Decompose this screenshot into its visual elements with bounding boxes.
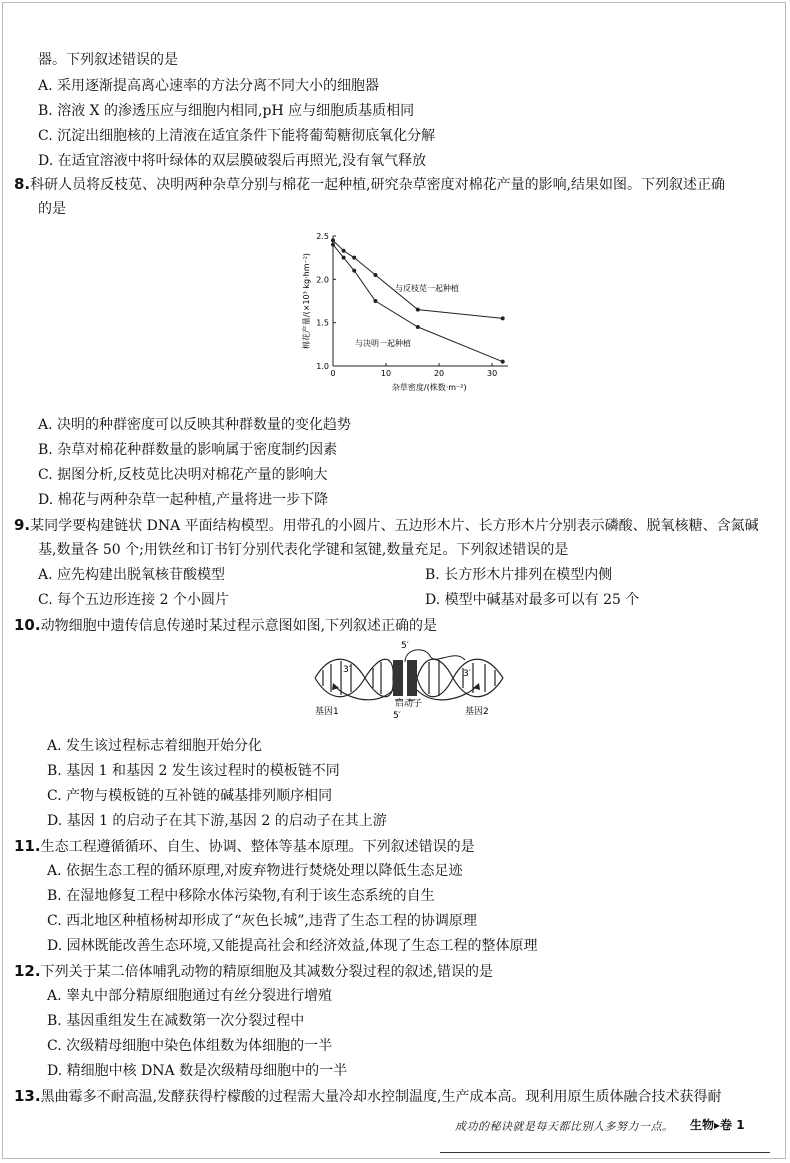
series-label-1: 与决明一起种植 — [355, 339, 411, 348]
y-tick-label-0: 1.0 — [316, 362, 329, 371]
question-10-text: 动物细胞中遗传信息传递时某过程示意图如图,下列叙述正确的是 — [40, 618, 438, 634]
footer-subject: 生物 — [690, 1118, 715, 1132]
q10-option-d: D. 基因 1 的启动子在其下游,基因 2 的启动子在其上游 — [47, 813, 387, 829]
q9-option-a: A. 应先构建出脱氧核苷酸模型 — [38, 567, 226, 583]
question-10-number: 10. — [14, 616, 41, 634]
y-tick-label-2: 2.0 — [316, 275, 329, 285]
question-13-text: 黑曲霉多不耐高温,发酵获得柠檬酸的过程需大量冷却水控制温度,生产成本高。现利用原生质体融合技术获得耐 — [40, 1089, 722, 1105]
question-12-stem — [14, 961, 493, 982]
question-11-text: 生态工程遵循循环、自生、协调、整体等基本原理。下列叙述错误的是 — [40, 839, 475, 855]
footer-volume: 卷 1 — [720, 1118, 745, 1132]
q11-option-d: D. 园林既能改善生态环境,又能提高社会和经济效益,体现了生态工程的整体原理 — [47, 938, 538, 954]
series-0-point-2 — [352, 256, 356, 260]
series-1-point-3 — [373, 299, 377, 303]
label-3-right: 3′ — [463, 669, 471, 679]
y-tick-label-1: 1.5 — [316, 318, 329, 328]
y-tick-label-3: 2.5 — [316, 232, 329, 241]
question-9-number: 9. — [14, 516, 31, 534]
q9-option-b: B. 长方形木片排列在模型内侧 — [425, 567, 613, 583]
promoter-block-right — [407, 660, 417, 696]
q11-option-c: C. 西北地区种植杨树却形成了“灰色长城”,违背了生态工程的协调原理 — [47, 913, 477, 929]
question-12-text: 下列关于某二倍体哺乳动物的精原细胞及其减数分裂过程的叙述,错误的是 — [40, 964, 494, 980]
label-5-top: 5′ — [401, 641, 409, 651]
question-9-stem — [14, 515, 759, 536]
gene-1-helix — [315, 659, 393, 697]
series-1-point-4 — [416, 325, 420, 329]
y-axis-label: 棉花产量/(×10³ kg·hm⁻²) — [302, 252, 311, 350]
series-line-0 — [333, 240, 503, 318]
question-11-stem — [14, 836, 475, 857]
q8-option-b: B. 杂草对棉花种群数量的影响属于密度制约因素 — [38, 442, 338, 458]
q7-line-4: D. 在适宜溶液中将叶绿体的双层膜破裂后再照光,没有氧气释放 — [38, 153, 427, 169]
q12-option-a: A. 睾丸中部分精原细胞通过有丝分裂进行增殖 — [47, 988, 333, 1004]
series-1-point-1 — [342, 256, 346, 260]
x-axis-label: 杂草密度/(株数·m⁻²) — [391, 383, 467, 392]
q10-option-c: C. 产物与模板链的互补链的碱基排列顺序相同 — [47, 788, 333, 804]
x-tick-label-2: 20 — [433, 369, 445, 378]
q7-line-2: B. 溶液 X 的渗透压应与细胞内相同,pH 应与细胞质基质相同 — [38, 103, 415, 119]
question-10-stem — [14, 615, 437, 636]
series-0-point-4 — [416, 308, 420, 312]
question-9-text-1: 某同学要构建链状 DNA 平面结构模型。用带孔的小圆片、五边形木片、长方形木片分别表示磷酸、脱氧核糖、含氮碱 — [30, 518, 759, 534]
transcription-diagram — [305, 638, 515, 720]
x-tick-label-1: 10 — [380, 369, 392, 378]
gene-2-helix — [417, 659, 503, 697]
footer-arrow-icon: ▸ — [714, 1118, 721, 1132]
footer-subject-volume — [690, 1116, 745, 1133]
question-8-number: 8. — [14, 175, 31, 193]
q12-option-c: C. 次级精母细胞中染色体组数为体细胞的一半 — [47, 1038, 333, 1054]
q10-option-a: A. 发生该过程标志着细胞开始分化 — [47, 738, 263, 754]
x-tick-label-0: 0 — [330, 369, 336, 378]
q10-option-b: B. 基因 1 和基因 2 发生该过程时的模板链不同 — [47, 763, 340, 779]
q11-option-a: A. 依据生态工程的循环原理,对废弃物进行焚烧处理以降低生态足迹 — [47, 863, 463, 879]
series-1-point-2 — [352, 269, 356, 273]
q8-option-a: A. 决明的种群密度可以反映其种群数量的变化趋势 — [38, 417, 352, 433]
q12-option-d: D. 精细胞中核 DNA 数是次级精母细胞中的一半 — [47, 1063, 348, 1079]
q9-option-d: D. 模型中碱基对最多可以有 25 个 — [425, 592, 640, 608]
question-13-stem — [14, 1086, 721, 1107]
rna-arrow-left — [335, 686, 393, 700]
series-label-0: 与反枝苋一起种植 — [395, 284, 459, 293]
q7-line-0: 器。下列叙述错误的是 — [38, 52, 178, 68]
label-gene-2: 基因2 — [465, 707, 489, 717]
series-1-point-0 — [331, 243, 335, 247]
series-0-point-0 — [331, 238, 335, 242]
series-0-point-5 — [501, 316, 505, 320]
label-promoter: 启动子 — [395, 699, 423, 709]
question-13-number: 13. — [14, 1087, 41, 1105]
cotton-yield-chart — [295, 226, 525, 406]
question-9-text-2: 基,数量各 50 个;用铁丝和订书钉分别代表化学键和氢键,数量充足。下列叙述错误的是 — [38, 542, 569, 558]
series-0-point-3 — [373, 273, 377, 277]
q8-option-d: D. 棉花与两种杂草一起种植,产量将进一步下降 — [38, 492, 329, 508]
question-8-stem — [14, 174, 725, 195]
footer-motto: 成功的秘诀就是每天都比别人多努力一点。 — [455, 1120, 674, 1133]
label-3-left: 3′ — [343, 665, 351, 675]
question-12-number: 12. — [14, 962, 41, 980]
q8-option-c: C. 据图分析,反枝苋比决明对棉花产量的影响大 — [38, 467, 328, 483]
question-8-text-2: 的是 — [38, 201, 66, 217]
series-0-point-1 — [342, 249, 346, 253]
label-5-bottom: 5′ — [393, 711, 401, 720]
q7-line-1: A. 采用逐渐提高离心速率的方法分离不同大小的细胞器 — [38, 78, 380, 94]
x-tick-label-3: 30 — [486, 369, 498, 378]
series-1-point-5 — [501, 360, 505, 364]
q11-option-b: B. 在湿地修复工程中移除水体污染物,有利于该生态系统的自生 — [47, 888, 435, 904]
promoter-block-left — [393, 660, 403, 696]
label-gene-1: 基因1 — [315, 707, 339, 717]
footer-rule — [440, 1152, 770, 1153]
q9-option-c: C. 每个五边形连接 2 个小圆片 — [38, 592, 229, 608]
q7-line-3: C. 沉淀出细胞核的上清液在适宜条件下能将葡萄糖彻底氧化分解 — [38, 128, 436, 144]
question-11-number: 11. — [14, 837, 41, 855]
question-8-text-1: 科研人员将反枝苋、决明两种杂草分别与棉花一起种植,研究杂草密度对棉花产量的影响,结果如图。下列叙述正确 — [30, 177, 726, 193]
q12-option-b: B. 基因重组发生在减数第一次分裂过程中 — [47, 1013, 305, 1029]
